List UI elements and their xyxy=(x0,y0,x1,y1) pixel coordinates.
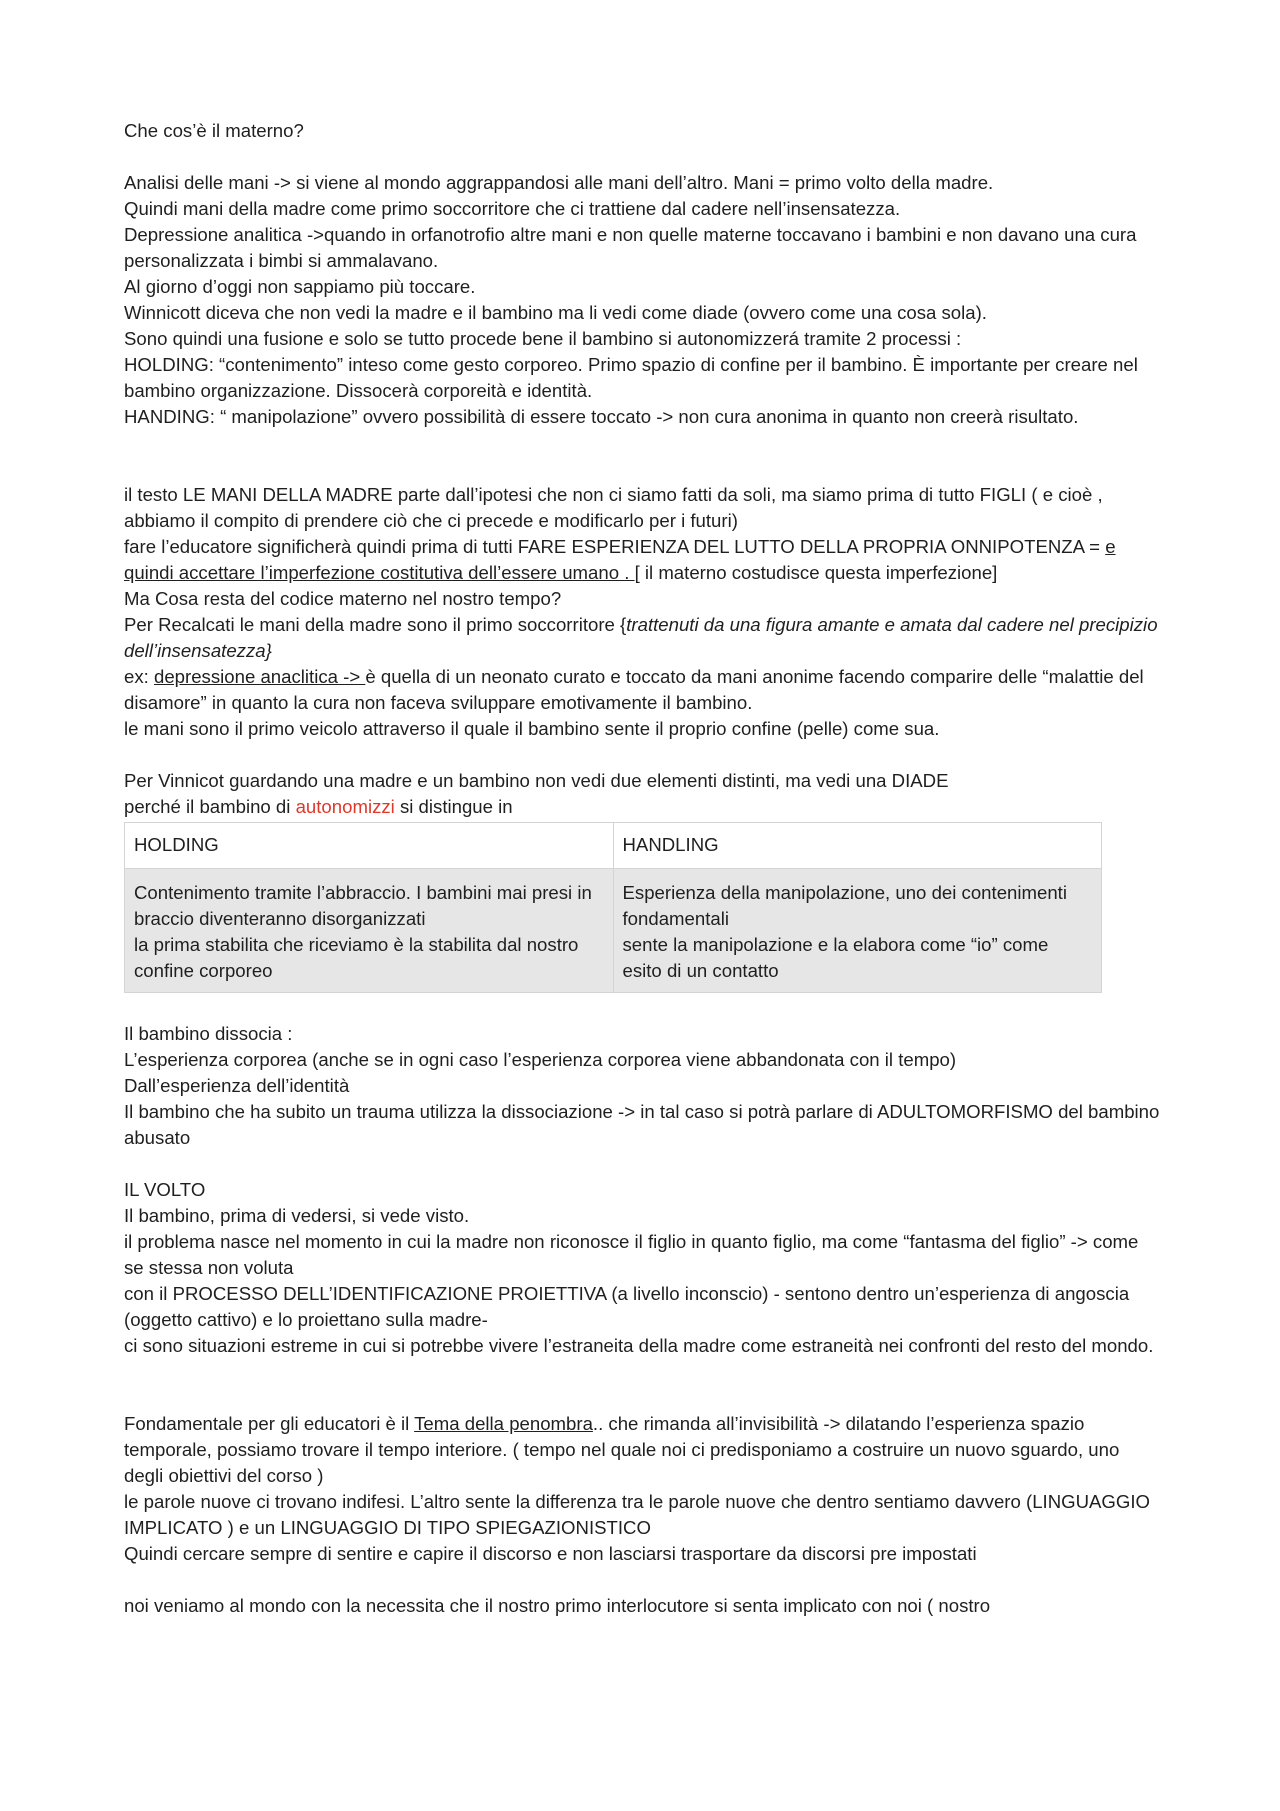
paragraph-line: Dall’esperienza dell’identità xyxy=(124,1075,350,1096)
table-header-holding: HOLDING xyxy=(125,823,614,869)
text-span: si distingue in xyxy=(394,796,513,817)
paragraph-line: le mani sono il primo veicolo attraverso il quale il bambino sente il proprio confine (pelle) come sua. xyxy=(124,718,940,739)
paragraph-line xyxy=(124,612,1160,664)
paragraph-line: le parole nuove ci trovano indifesi. L’altro sente la differenza tra le parole nuove che dentro sentiamo davvero (LINGUAGGIO IMPLICATO ) e un LINGUAGGIO DI TIPO SPIEGAZIONISTICO xyxy=(124,1491,1150,1538)
paragraph-line: il testo LE MANI DELLA MADRE parte dall’ipotesi che non ci siamo fatti da soli, ma siamo prima di tutto FIGLI ( e cioè , abbiamo il compito di prendere ciò che ci precede e modificarlo per i futuri) xyxy=(124,484,1103,531)
paragraph-line: Sono quindi una fusione e solo se tutto procede bene il bambino si autonomizzerá tramite 2 processi : xyxy=(124,328,962,349)
text-span: [ il materno costudisce questa imperfezione] xyxy=(634,562,998,583)
italic-text: trattenuti da una figura amante e amata dal cadere nel precipizio dell’insensatezza} xyxy=(124,614,1158,661)
table-cell-handling xyxy=(613,869,1102,993)
underlined-text: Tema della penombra xyxy=(414,1413,593,1434)
table-header-row xyxy=(125,823,1102,869)
paragraph-line xyxy=(124,534,1160,586)
paragraph-line: HOLDING: “contenimento” inteso come gesto corporeo. Primo spazio di confine per il bambino. È importante per creare nel bambino organizzazione. Dissocerà corporeità e identità. xyxy=(124,354,1138,401)
paragraph-line: L’esperienza corporea (anche se in ogni caso l’esperienza corporea viene abbandonata con il tempo) xyxy=(124,1049,957,1070)
cell-line: Esperienza della manipolazione, uno dei contenimenti fondamentali xyxy=(622,882,1067,929)
section-dissociazione xyxy=(124,1021,1160,1151)
underlined-text: depressione anaclitica -> xyxy=(153,666,366,687)
paragraph-line: HANDING: “ manipolazione” ovvero possibilità di essere toccato -> non cura anonima in quanto non creerà risultato. xyxy=(124,406,1079,427)
text-span: .. che rimanda all’invisibilità -> dilatando l’esperienza spazio temporale, possiamo trovare il tempo interiore. ( tempo nel quale noi ci predisponiamo a costruire un nuovo sguardo, uno degli obiettivi del corso ) xyxy=(124,1413,1120,1486)
text-span: Fondamentale per gli educatori è il xyxy=(124,1413,415,1434)
text-span: Per Recalcati le mani della madre sono il primo soccorritore { xyxy=(124,614,627,635)
paragraph-line: Depressione analitica ->quando in orfanotrofio altre mani e non quelle materne toccavano i bambini e non davano una cura personalizzata i bimbi si ammalavano. xyxy=(124,224,1137,271)
section-heading: IL VOLTO xyxy=(124,1179,206,1200)
cell-line: sente la manipolazione e la elabora come “io” come esito di un contatto xyxy=(622,934,1049,981)
table-header-handling: HANDLING xyxy=(613,823,1102,869)
paragraph-line: Il bambino che ha subito un trauma utilizza la dissociazione -> in tal caso si potrà parlare di ADULTOMORFISMO del bambino abusato xyxy=(124,1101,1160,1148)
paragraph-line: Quindi cercare sempre di sentire e capire il discorso e non lasciarsi trasportare da discorsi pre impostati xyxy=(124,1543,977,1564)
section-penombra xyxy=(124,1411,1160,1567)
paragraph-line: Al giorno d’oggi non sappiamo più toccare. xyxy=(124,276,476,297)
paragraph-line: Winnicott diceva che non vedi la madre e il bambino ma li vedi come diade (ovvero come una cosa sola). xyxy=(124,302,987,323)
table-row xyxy=(125,869,1102,993)
paragraph-line xyxy=(124,664,1160,716)
section-il-volto xyxy=(124,1177,1160,1359)
page-title: Che cos’è il materno? xyxy=(124,120,304,141)
paragraph-line xyxy=(124,794,1160,820)
text-span: ex: xyxy=(124,666,154,687)
paragraph-line: noi veniamo al mondo con la necessita che il nostro primo interlocutore si senta implicato con noi ( nostro xyxy=(124,1595,991,1616)
highlighted-word: autonomizzi xyxy=(295,796,395,817)
cell-line: Contenimento tramite l’abbraccio. I bambini mai presi in braccio diventeranno disorganizzati xyxy=(134,882,592,929)
paragraph-line: il problema nasce nel momento in cui la madre non riconosce il figlio in quanto figlio, ma come “fantasma del figlio” -> come se stessa non voluta xyxy=(124,1231,1139,1278)
section-mani-della-madre xyxy=(124,482,1160,742)
underlined-text: e quindi accettare l’imperfezione costitutiva dell’essere umano . xyxy=(124,536,1116,583)
paragraph-line xyxy=(124,1411,1160,1489)
holding-handling-table xyxy=(124,822,1102,993)
section-diade xyxy=(124,768,1160,820)
text-span: è quella di un neonato curato e toccato da mani anonime facendo comparire delle “malattie del disamore” in quanto la cura non faceva sviluppare emotivamente il bambino. xyxy=(124,666,1144,713)
paragraph-line: Il bambino dissocia : xyxy=(124,1023,293,1044)
paragraph-line: ci sono situazioni estreme in cui si potrebbe vivere l’estraneita della madre come estraneità nei confronti del resto del mondo. xyxy=(124,1335,1154,1356)
section-mani-analisi xyxy=(124,170,1160,430)
text-span: perché il bambino di xyxy=(124,796,296,817)
paragraph-line: Ma Cosa resta del codice materno nel nostro tempo? xyxy=(124,588,562,609)
text-span: fare l’educatore significherà quindi prima di tutti FARE ESPERIENZA DEL LUTTO DELLA PROPRIA ONNIPOTENZA = xyxy=(124,536,1106,557)
paragraph-line: Analisi delle mani -> si viene al mondo aggrappandosi alle mani dell’altro. Mani = primo volto della madre. xyxy=(124,172,994,193)
paragraph-line: Per Vinnicot guardando una madre e un bambino non vedi due elementi distinti, ma vedi una DIADE xyxy=(124,770,949,791)
table-cell-holding xyxy=(125,869,614,993)
paragraph-line: Quindi mani della madre come primo soccorritore che ci trattiene dal cadere nell’insensatezza. xyxy=(124,198,901,219)
cell-line: la prima stabilita che riceviamo è la stabilita dal nostro confine corporeo xyxy=(134,934,579,981)
paragraph-line: con il PROCESSO DELL’IDENTIFICAZIONE PROIETTIVA (a livello inconscio) - sentono dentro un’esperienza di angoscia (oggetto cattivo) e lo proiettano sulla madre- xyxy=(124,1283,1130,1330)
paragraph-line: Il bambino, prima di vedersi, si vede visto. xyxy=(124,1205,470,1226)
